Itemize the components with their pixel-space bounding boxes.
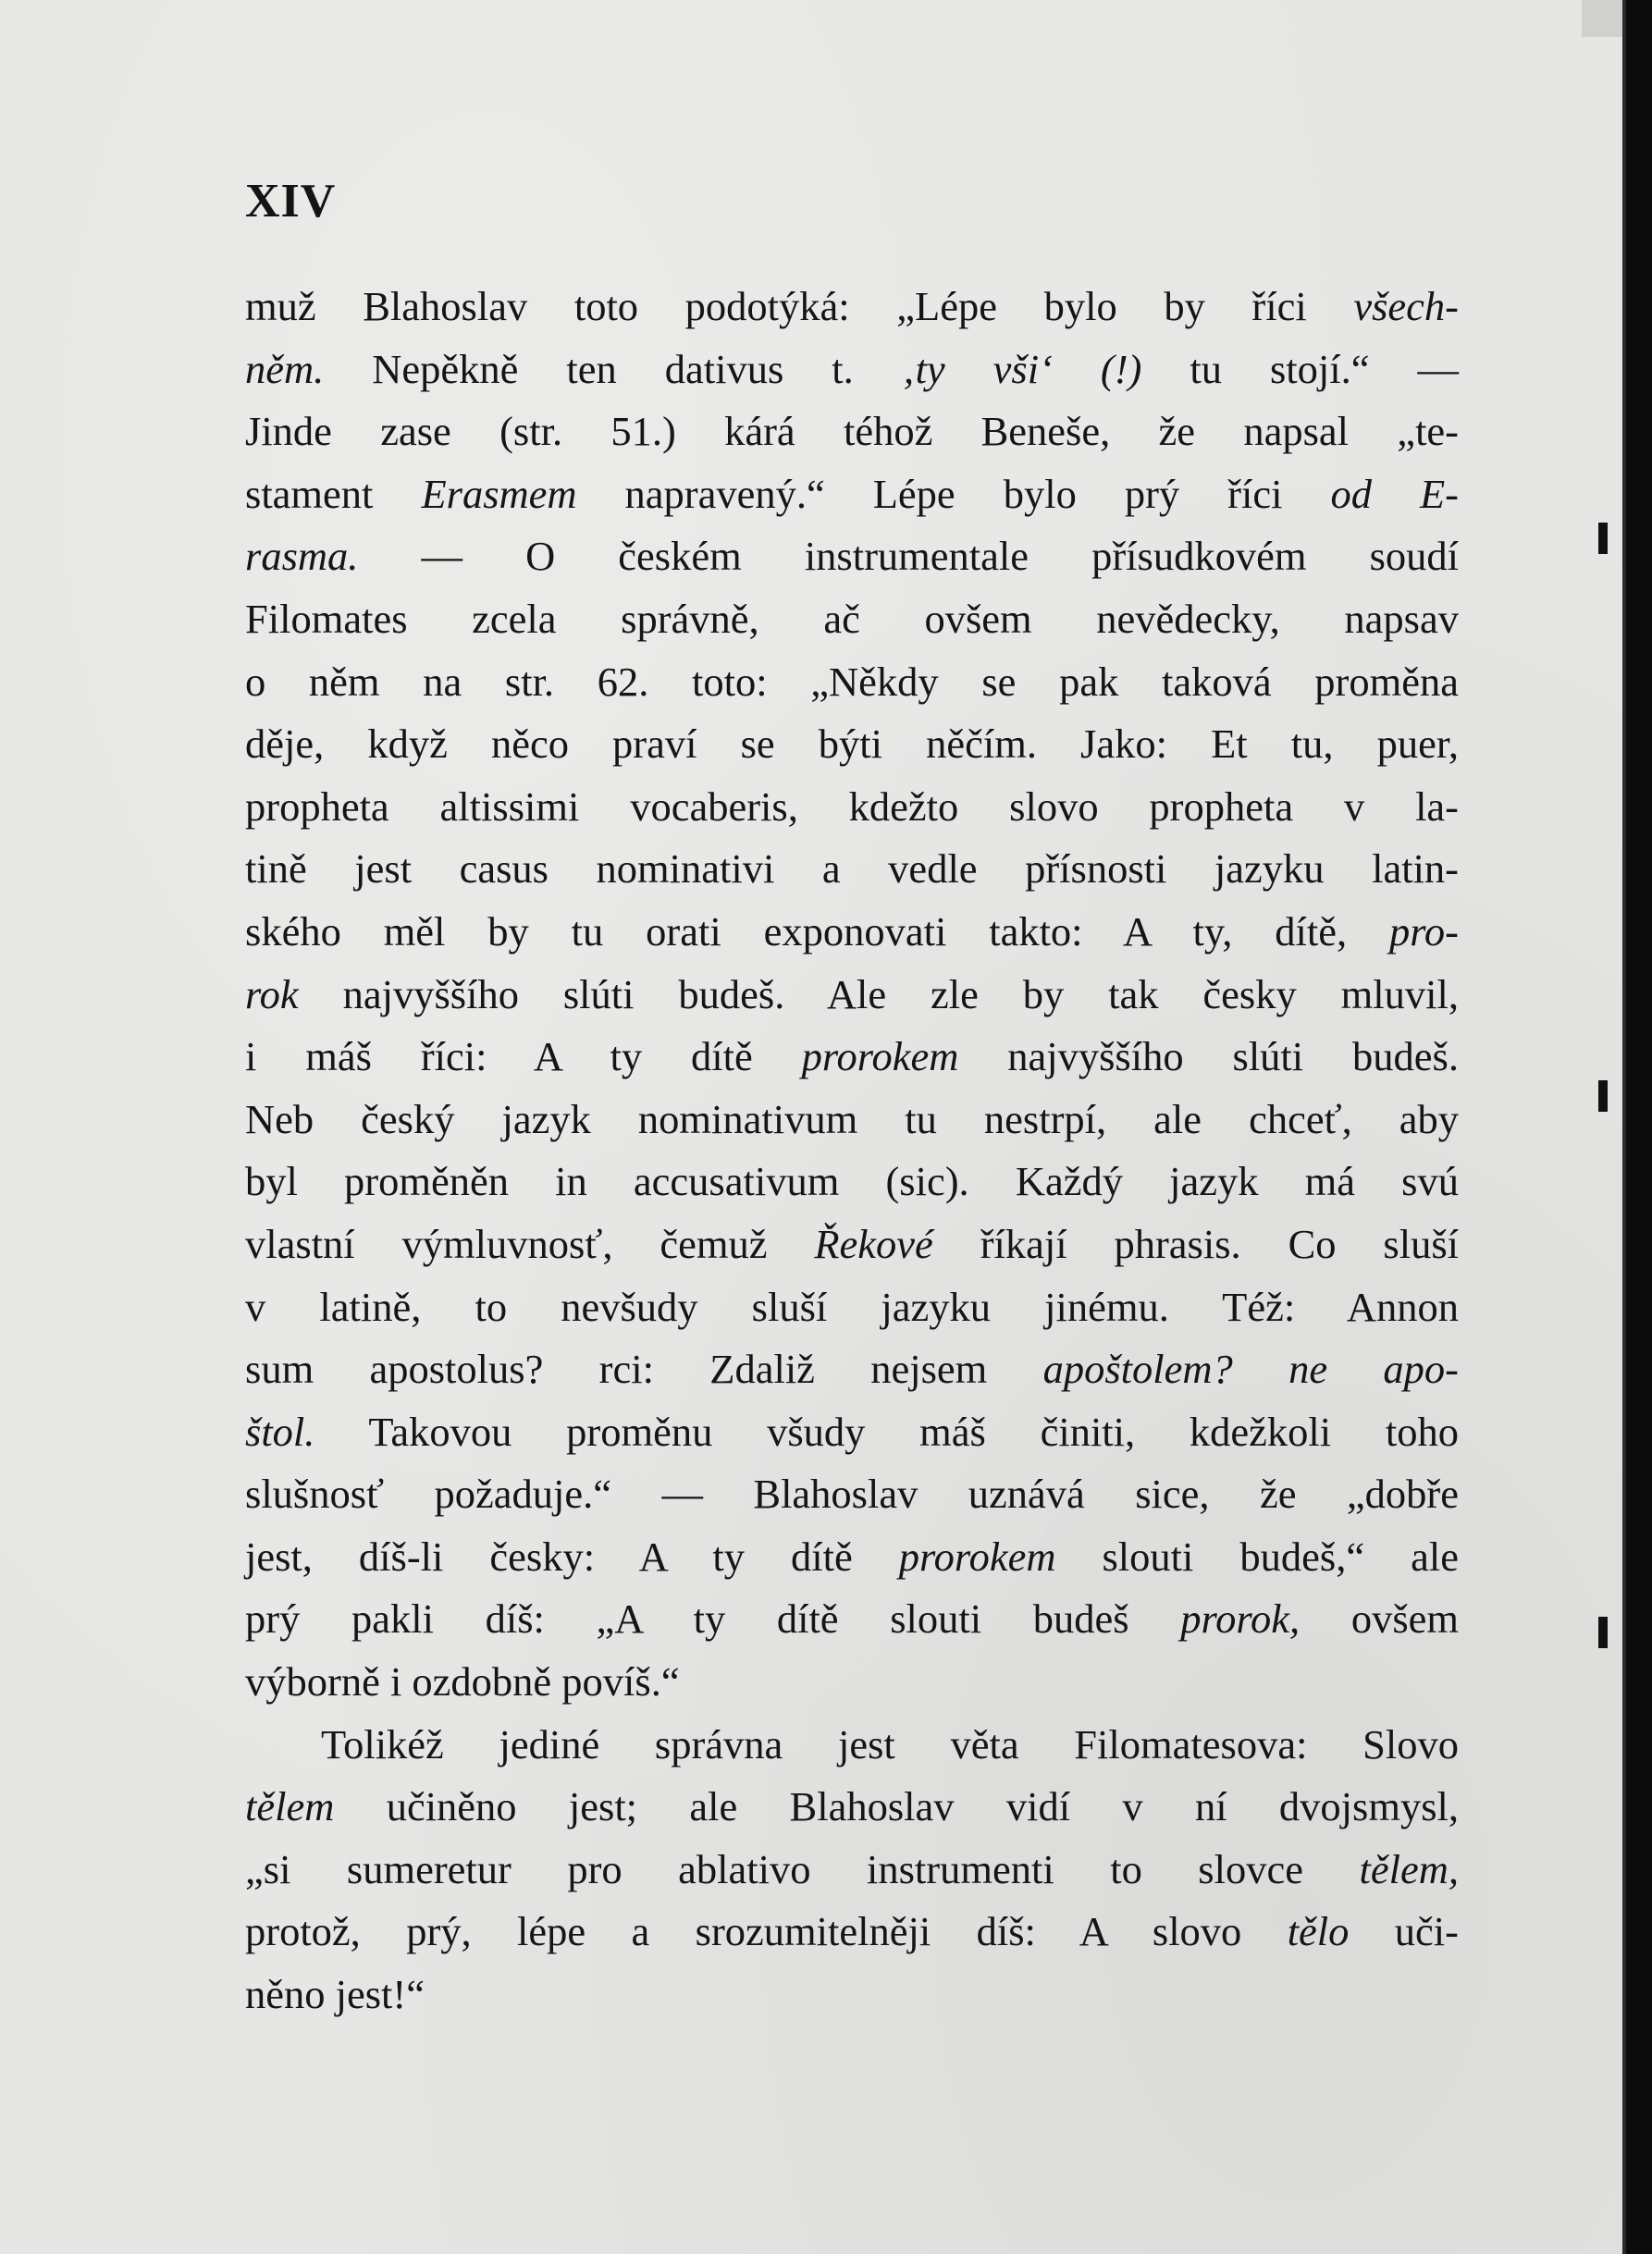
text-line [245,276,1459,339]
italic-text: prorokem [898,1533,1056,1580]
text-run: Nepěkně ten dativus t. [324,345,902,392]
italic-text: tělo [1287,1908,1350,1955]
text-run: „si sumeretur pro ablativo instrumenti to slovce [245,1845,1360,1892]
text-line [245,1964,1459,2026]
text-line [245,1463,1459,1526]
text-run: ského měl by tu orati exponovati takto: A ty, dítě, [245,907,1389,955]
text-run: něno jest!“ [245,1971,425,2018]
text-line [245,901,1459,964]
italic-text: apoštolem? ne apo- [1042,1346,1459,1393]
text-run: říkají phrasis. Co sluší [932,1220,1459,1267]
text-line [245,339,1459,401]
italic-text: pro- [1389,907,1459,955]
text-run: Neb český jazyk nominativum tu nestrpí, ale chceť, aby [245,1095,1459,1142]
text-line [245,838,1459,901]
italic-text: všech- [1353,283,1459,329]
text-run: o něm na str. 62. toto: „Někdy se pak taková proměna [245,658,1459,705]
binding-mark [1598,523,1608,554]
text-run: prý pakli díš: „A ty dítě slouti budeš [245,1595,1181,1643]
text-line [245,1338,1459,1401]
text-run: tině jest casus nominativi a vedle přísnosti jazyku latin- [245,845,1459,893]
text-run: Tolikéž jediné správna jest věta Filomatesova: Slovo [321,1720,1459,1767]
text-run: slouti budeš,“ ale [1055,1533,1459,1580]
text-run: najvyššího slúti budeš. [958,1033,1459,1080]
text-line [245,1151,1459,1213]
text-run: v latině, to nevšudy sluší jazyku jinému. Též: Annon [245,1283,1459,1330]
italic-text: tělem, [1359,1845,1459,1892]
italic-text: od E- [1330,470,1459,517]
text-line [245,400,1459,463]
body-text [245,276,1459,2026]
text-run: učiněno jest; ale Blahoslav vidí v ní dvojsmysl, [334,1783,1459,1830]
text-line [245,1026,1459,1089]
text-run: děje, když něco praví se býti něčím. Jako: Et tu, puer, [245,721,1459,768]
text-run: sum apostolus? rci: Zdaliž nejsem [245,1346,1043,1393]
text-line [245,1651,1459,1714]
text-line [245,1839,1459,1902]
text-run: tu stojí.“ — [1141,345,1459,392]
text-line [245,1276,1459,1339]
italic-text: štol. [245,1408,315,1455]
text-run: najvyššího slúti budeš. Ale zle by tak česky mluvil, [298,970,1459,1017]
italic-text: rasma. [245,533,359,580]
text-line [245,1401,1459,1464]
text-line [245,713,1459,776]
binding-mark [1598,1617,1608,1648]
text-line [245,588,1459,651]
text-run: ovšem [1300,1595,1460,1643]
text-run: propheta altissimi vocaberis, kdežto slovo propheta v la- [245,782,1459,830]
italic-text: prorokem [801,1033,959,1080]
text-line [245,1901,1459,1964]
text-run: Jinde zase (str. 51.) kárá téhož Beneše, že napsal „te- [245,408,1459,455]
text-run: Takovou proměnu všudy máš činiti, kdežkoli toho [314,1408,1459,1455]
text-run: byl proměněn in accusativum (sic). Každý jazyk má svú [245,1158,1459,1205]
italic-text: tělem [245,1783,335,1830]
text-line [245,1714,1459,1777]
text-run: uči- [1349,1908,1459,1955]
text-line [245,525,1459,588]
text-run: muž Blahoslav toto podotýká: „Lépe bylo by říci [245,283,1354,329]
italic-text: Erasmem [421,470,577,517]
text-line [245,1213,1459,1276]
text-run: Filomates zcela správně, ač ovšem nevědecky, napsav [245,595,1459,642]
text-line [245,1526,1459,1589]
italic-text: Řekové [814,1220,933,1267]
text-run: napravený.“ Lépe bylo prý říci [576,470,1331,517]
text-run: — O českém instrumentale přísudkovém soudí [358,533,1459,580]
text-line [245,651,1459,714]
italic-text: ‚ty vši‘ (!) [901,345,1142,392]
text-line [245,1776,1459,1839]
text-run: jest, díš-li česky: A ty dítě [245,1533,899,1580]
italic-text: prorok, [1180,1595,1301,1643]
page-corner [1582,0,1622,37]
text-line [245,964,1459,1027]
italic-text: rok [245,970,299,1017]
text-line [245,776,1459,839]
binding-mark [1598,1080,1608,1112]
text-run: stament [245,470,422,517]
text-run: protož, prý, lépe a srozumitelněji díš: A slovo [245,1908,1288,1955]
page-number: XIV [245,175,337,228]
text-run: i máš říci: A ty dítě [245,1033,802,1080]
text-line [245,463,1459,526]
text-run: vlastní výmluvnosť, čemuž [245,1220,815,1267]
text-run: výborně i ozdobně povíš.“ [245,1658,680,1706]
italic-text: něm. [245,345,325,392]
text-line [245,1089,1459,1152]
text-run: slušnosť požaduje.“ — Blahoslav uznává sice, že „dobře [245,1471,1459,1518]
text-line [245,1588,1459,1651]
